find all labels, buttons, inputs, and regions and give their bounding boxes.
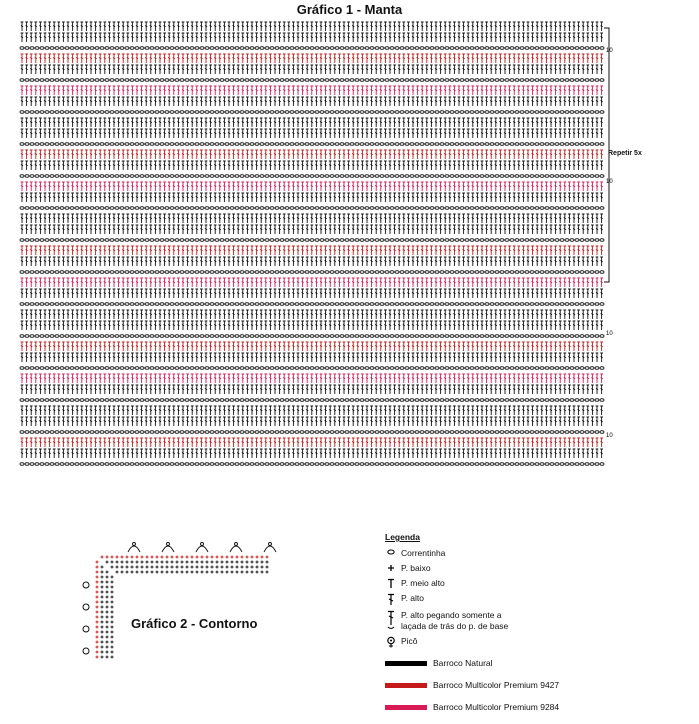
chain-stitch-icon (385, 548, 397, 556)
color-swatch (385, 683, 427, 688)
half-double-crochet-icon (385, 578, 397, 589)
legend-label: P. alto (401, 593, 425, 603)
legend (385, 532, 685, 724)
chart-1-title: Gráfico 1 - Manta (296, 2, 403, 17)
chart-2-title: Gráfico 2 - Contorno (131, 616, 258, 631)
color-label: Barroco Natural (433, 658, 493, 668)
legend-label-line2: laçada de trás do p. de base (401, 621, 509, 631)
row-number: 10 (606, 331, 613, 337)
legend-label: P. baixo (401, 563, 431, 573)
border-stitches (101, 561, 269, 659)
color-label: Barroco Multicolor Premium 9284 (433, 702, 560, 712)
legend-color-9284 (385, 702, 685, 712)
legend-item-half-double (385, 578, 685, 589)
legend-color-natural (385, 658, 685, 668)
legend-item-picot (385, 636, 685, 648)
picot-arches-top (128, 543, 276, 553)
color-label: Barroco Multicolor Premium 9427 (433, 680, 560, 690)
legend-label: P. meio alto (401, 578, 445, 588)
color-swatch (385, 705, 427, 710)
legend-label: Picô (401, 636, 418, 646)
repeat-label: Repetir 5x (608, 150, 642, 157)
picot-icon (385, 636, 397, 648)
legend-title: Legenda (385, 532, 420, 542)
double-crochet-icon (385, 593, 397, 606)
legend-item-single-crochet (385, 563, 685, 574)
row-number: 10 (606, 48, 613, 54)
legend-item-double (385, 593, 685, 606)
legend-label-line1: P. alto pegando somente a (401, 610, 502, 620)
legend-color-9427 (385, 680, 685, 690)
picot-left (83, 582, 89, 654)
legend-label: Correntinha (401, 548, 446, 558)
back-loop-double-crochet-icon (385, 610, 397, 630)
single-crochet-icon (385, 563, 397, 573)
row-number: 10 (606, 179, 613, 185)
legend-item-chain (385, 548, 685, 559)
row-number: 10 (606, 433, 613, 439)
chart-2-border-diagram (80, 540, 280, 665)
color-swatch (385, 661, 427, 666)
legend-item-back-loop-double (385, 610, 685, 632)
